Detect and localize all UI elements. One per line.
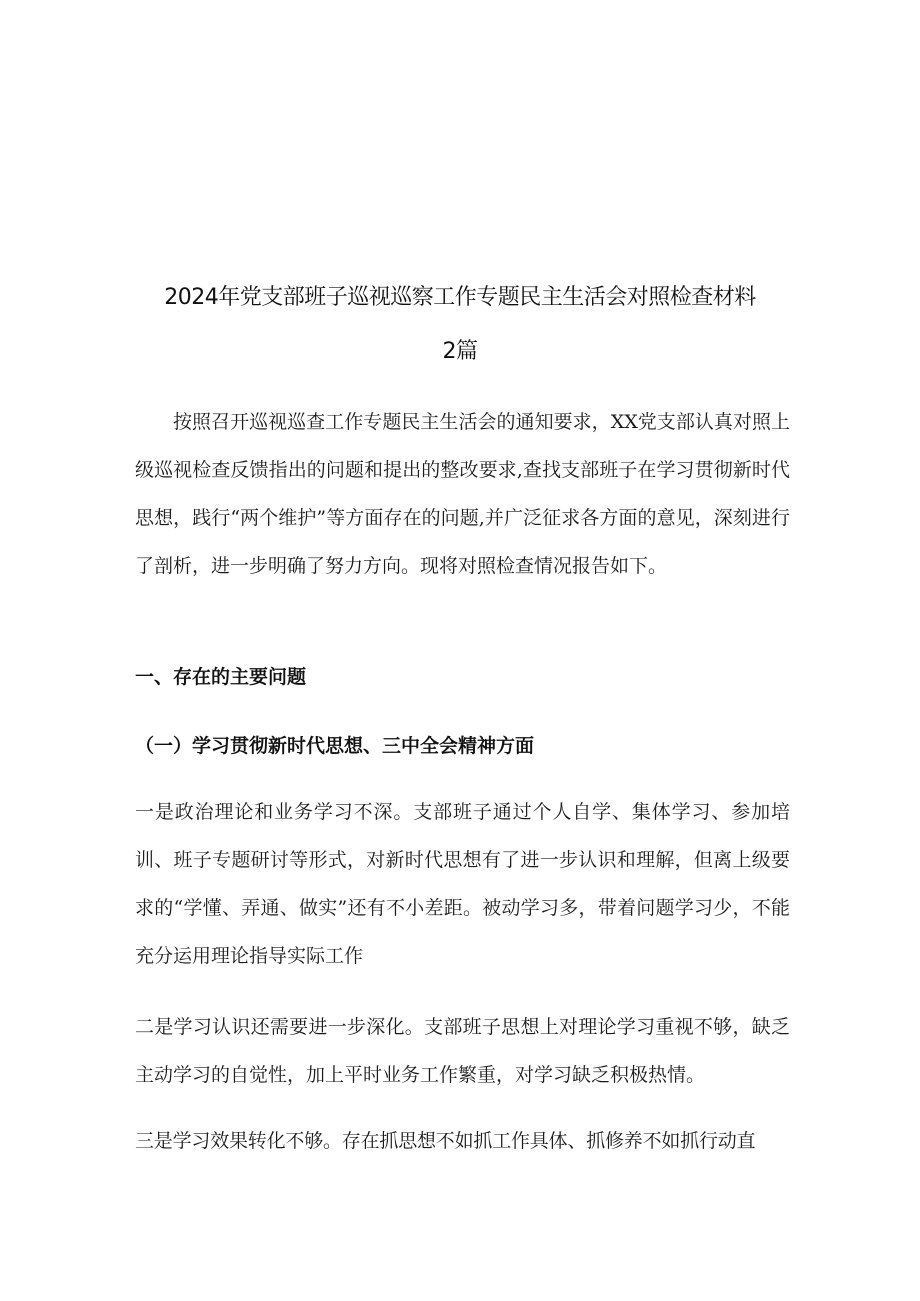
problem-point-3 bbox=[135, 1117, 790, 1165]
section-heading-main-problems: 一、存在的主要问题 bbox=[135, 666, 307, 688]
document-title-continuation: 2篇 bbox=[442, 339, 478, 364]
problem-point-1: 一是政治理论和业务学习不深。支部班子通过个人自学、集体学习、参加培训、班子专题研讨等形式，对新时代思想有了进一步认识和理解，但离上级要求的“学懂、弄通、做实”还有不小差距。被动学习多，带着问题学习少，不能充分运用理论指导实际工作 bbox=[135, 801, 790, 967]
intro-paragraph: 按照召开巡视巡查工作专题民主生活会的通知要求，XX党支部认真对照上级巡视检查反馈指出的问题和提出的整改要求,查找支部班子在学习贯彻新时代思想，践行“两个维护”等方面存在的问题,并广泛征求各方面的意见，深刻进行了剖析，进一步明确了努力方向。现将对照检查情况报告如下。 bbox=[135, 411, 790, 577]
subsection-heading-study: （一）学习贯彻新时代思想、三中全会精神方面 bbox=[135, 735, 535, 757]
document-title: 2024年党支部班子巡视巡察工作专题民主生活会对照检查材料 bbox=[164, 285, 756, 310]
problem-point-3-text: 三是学习效果转化不够。存在抓思想不如抓工作具体、抓修养不如抓行动直 bbox=[135, 1130, 756, 1152]
problem-point-2: 二是学习认识还需要进一步深化。支部班子思想上对理论学习重视不够，缺乏主动学习的自觉性，加上平时业务工作繁重，对学习缺乏积极热情。 bbox=[135, 1016, 790, 1086]
